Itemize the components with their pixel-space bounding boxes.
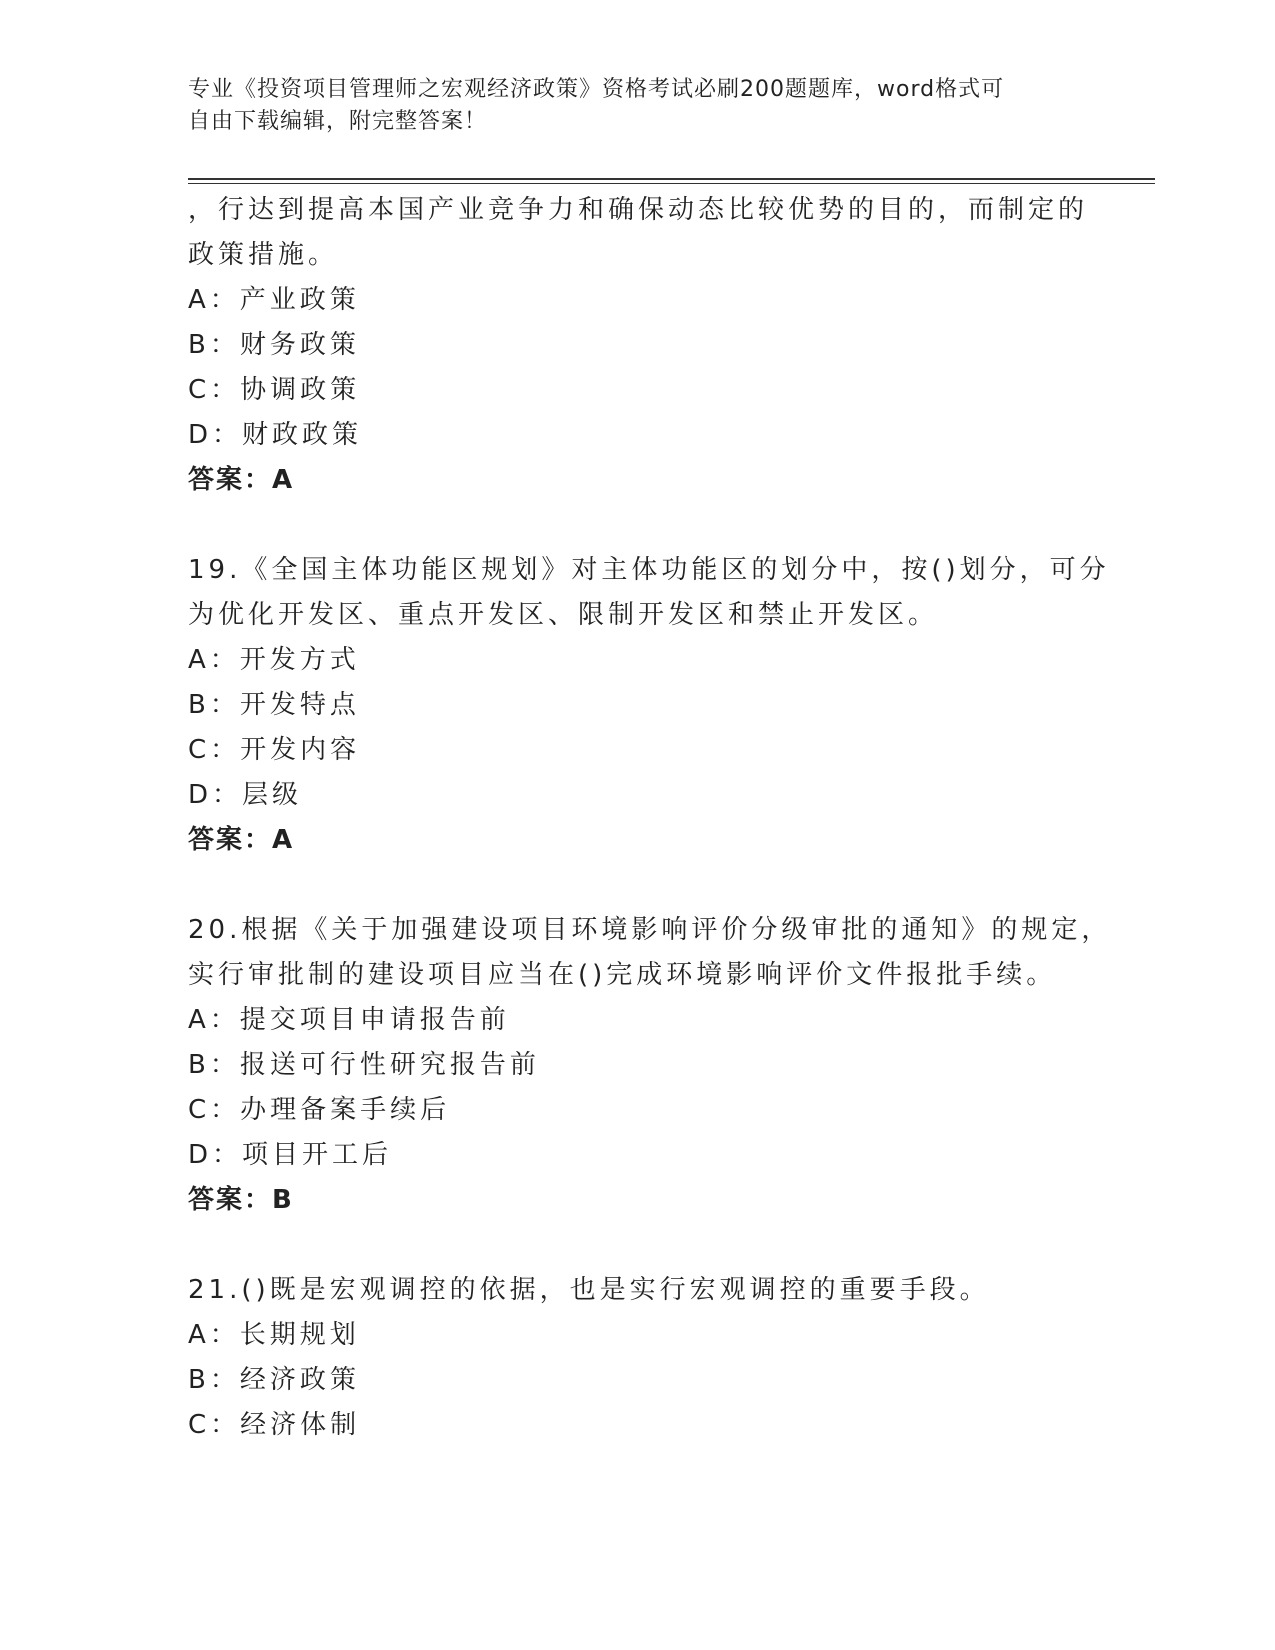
option-d: D：项目开工后 xyxy=(188,1140,393,1170)
question-18 xyxy=(188,188,1118,503)
question-text: 20.根据《关于加强建设项目环境影响评价分级审批的通知》的规定， xyxy=(188,915,1112,945)
question-19 xyxy=(188,548,1118,863)
option-c: C：经济体制 xyxy=(188,1410,361,1440)
option-c: C：办理备案手续后 xyxy=(188,1095,451,1125)
option-c: C：协调政策 xyxy=(188,375,361,405)
option-b: B：开发特点 xyxy=(188,690,360,720)
question-text: 政策措施。 xyxy=(188,240,339,270)
option-a: A：开发方式 xyxy=(188,645,360,675)
option-a: A：产业政策 xyxy=(188,285,360,315)
option-b: B：报送可行性研究报告前 xyxy=(188,1050,540,1080)
question-text: 21.()既是宏观调控的依据，也是实行宏观调控的重要手段。 xyxy=(188,1275,990,1305)
option-d: D：财政政策 xyxy=(188,420,363,450)
option-d: D：层级 xyxy=(188,780,303,810)
question-text: 19.《全国主体功能区规划》对主体功能区的划分中，按()划分，可分 xyxy=(188,555,1110,585)
document-header xyxy=(188,74,1088,138)
answer: 答案：A xyxy=(188,465,295,495)
question-21 xyxy=(188,1268,1118,1448)
spacer xyxy=(188,503,1118,548)
option-a: A：长期规划 xyxy=(188,1320,360,1350)
option-b: B：财务政策 xyxy=(188,330,360,360)
question-20 xyxy=(188,908,1118,1223)
header-divider-thin xyxy=(188,183,1155,184)
answer: 答案：B xyxy=(188,1185,294,1215)
question-text: ，行达到提高本国产业竞争力和确保动态比较优势的目的，而制定的 xyxy=(188,195,1089,225)
header-divider-thick xyxy=(188,178,1155,180)
header-line-1: 专业《投资项目管理师之宏观经济政策》资格考试必刷200题题库，word格式可 xyxy=(188,77,1005,102)
option-c: C：开发内容 xyxy=(188,735,361,765)
spacer xyxy=(188,1223,1118,1268)
question-list xyxy=(188,188,1118,1448)
question-text: 为优化开发区、重点开发区、限制开发区和禁止开发区。 xyxy=(188,600,939,630)
question-text: 实行审批制的建设项目应当在()完成环境影响评价文件报批手续。 xyxy=(188,960,1057,990)
header-line-2: 自由下载编辑，附完整答案！ xyxy=(188,109,488,134)
option-a: A：提交项目申请报告前 xyxy=(188,1005,510,1035)
spacer xyxy=(188,863,1118,908)
option-b: B：经济政策 xyxy=(188,1365,360,1395)
answer: 答案：A xyxy=(188,825,295,855)
